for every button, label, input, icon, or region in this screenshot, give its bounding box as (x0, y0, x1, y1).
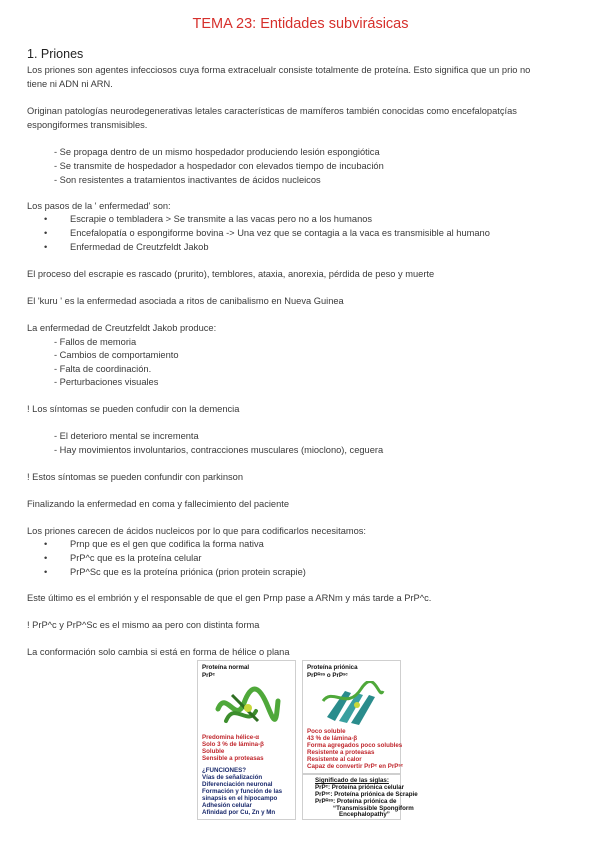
functions-title: ¿FUNCIONES? (202, 767, 246, 774)
glossary-item: PrPᴿᵉˢ: Proteína priónica de (315, 798, 397, 805)
codify-item: • Prnp que es el gen que codifica la forma nativa (44, 539, 264, 549)
function-item: Vías de señalización (202, 774, 263, 781)
scrapie-text: El proceso del escrapie es rascado (prurito), temblores, ataxia, anorexia, pérdida de peso y muerte (27, 269, 435, 279)
codify-item: • PrP^Sc que es la proteína priónica (prion protein scrapie) (44, 567, 306, 577)
step-item: • Escrapie o tembladera > Se transmite a las vacas pero no a los humanos (44, 214, 373, 224)
same-aa-note: ! PrP^c y PrP^Sc es el mismo aa pero con distinta forma (27, 620, 260, 630)
normal-protein-structure-image (212, 681, 282, 731)
origin-line-1: Originan patologías neurodegenerativas letales características de mamíferos también conocidas como encefalopatçías (27, 106, 517, 116)
glossary-title: Significado de las siglas: (315, 777, 389, 784)
intro-line-1: Los priones son agentes infecciosos cuya forma extracelualr consiste totalmente de proteína. Esto significa que un prio no (27, 65, 531, 75)
cjd-intro: La enfermedad de Creutzfeldt Jakob produce: (27, 323, 217, 333)
step-item: • Enfermedad de Creutzfeldt Jakob (44, 242, 209, 252)
prion-protein-title: Proteína priónica (307, 664, 358, 671)
prion-prop: Resistente a proteasas (307, 749, 375, 756)
later-item: - Hay movimientos involuntarios, contracciones musculares (mioclono), ceguera (54, 445, 384, 455)
cjd-item: - Falta de coordinación. (54, 364, 152, 374)
conformation-text: La conformación solo cambia si está en forma de hélice o plana (27, 647, 290, 657)
ending-text: Finalizando la enfermedad en coma y fallecimiento del paciente (27, 499, 290, 509)
step-item: • Encefalopatía o espongiforme bovina -> Una vez que se contagia a la vaca es transmisible al humano (44, 228, 490, 238)
cjd-item: - Cambios de comportamiento (54, 350, 179, 360)
function-item: Formación y función de las (202, 788, 283, 795)
normal-prop: Sensible a proteasas (202, 755, 264, 762)
intro-line-2: tiene ni ADN ni ARN. (27, 79, 113, 89)
kuru-text: El 'kuru ' es la enfermedad asociada a ritos de canibalismo en Nueva Guinea (27, 296, 344, 306)
prion-prop: Capaz de convertir PrPᶜ en PrPˢᶜ (307, 763, 404, 770)
parkinson-note: ! Estos síntomas se pueden confundir con parkinson (27, 472, 244, 482)
figure-normal-protein (197, 660, 296, 820)
later-item: - El deterioro mental se incrementa (54, 431, 199, 441)
feature-item: - Son resistentes a tratamientos inactivantes de ácidos nucleicos (54, 175, 321, 185)
page-title: TEMA 23: Entidades subvirásicas (192, 16, 409, 32)
function-item: Adhesión celular (202, 802, 252, 809)
cjd-item: - Fallos de memoria (54, 337, 137, 347)
glossary-item: PrPˢᶜ: Proteína priónica de Scrapie (315, 791, 418, 798)
normal-prop: Solo 3 % de lámina-β (202, 741, 264, 748)
codify-item: • PrP^c que es la proteína celular (44, 553, 202, 563)
origin-line-2: espongiformes transmisibles. (27, 120, 148, 130)
prion-protein-structure-image (317, 681, 387, 729)
prion-prop: Forma agregados poco solubles (307, 742, 403, 749)
normal-protein-title: Proteína normal (202, 664, 250, 671)
feature-item: - Se transmite de hospedador a hospedador con elevados tiempo de incubación (54, 161, 384, 171)
section-heading: 1. Priones (27, 47, 84, 61)
normal-protein-subtitle: PrPᶜ (202, 672, 216, 679)
glossary-item: PrPᶜ: Proteína priónica celular (315, 784, 405, 791)
prion-prop: 43 % de lámina-β (307, 735, 358, 742)
glossary-item: “Transmissible Spongiform (333, 805, 414, 812)
function-item: sinapsis en el hipocampo (202, 795, 278, 802)
function-item: Afinidad por Cu, Zn y Mn (202, 809, 276, 816)
prion-protein-subtitle: PrPᴿᵉˢ o PrPˢᶜ (307, 672, 348, 679)
last-note: Este último es el embrión y el responsable de que el gen Prnp pase a ARNm y más tarde a PrP^c. (27, 593, 432, 603)
normal-prop: Soluble (202, 748, 225, 755)
cjd-item: - Perturbaciones visuales (54, 377, 159, 387)
codify-intro: Los priones carecen de ácidos nucleicos por lo que para codificarlos necesitamos: (27, 526, 367, 536)
figure-prion-protein (302, 660, 404, 774)
dementia-note: ! Los síntomas se pueden confudir con la demencia (27, 404, 240, 414)
steps-intro: Los pasos de la ' enfermedad' son: (27, 201, 171, 211)
prion-prop: Poco soluble (307, 728, 346, 735)
figure-glossary (302, 774, 418, 820)
feature-item: - Se propaga dentro de un mismo hospedador produciendo lesión espongiótica (54, 147, 380, 157)
prion-prop: Resistente al calor (307, 756, 362, 763)
glossary-item: Encephalopathy” (339, 811, 390, 818)
function-item: Diferenciación neuronal (202, 781, 273, 788)
normal-prop: Predomina hélice-α (202, 734, 260, 741)
